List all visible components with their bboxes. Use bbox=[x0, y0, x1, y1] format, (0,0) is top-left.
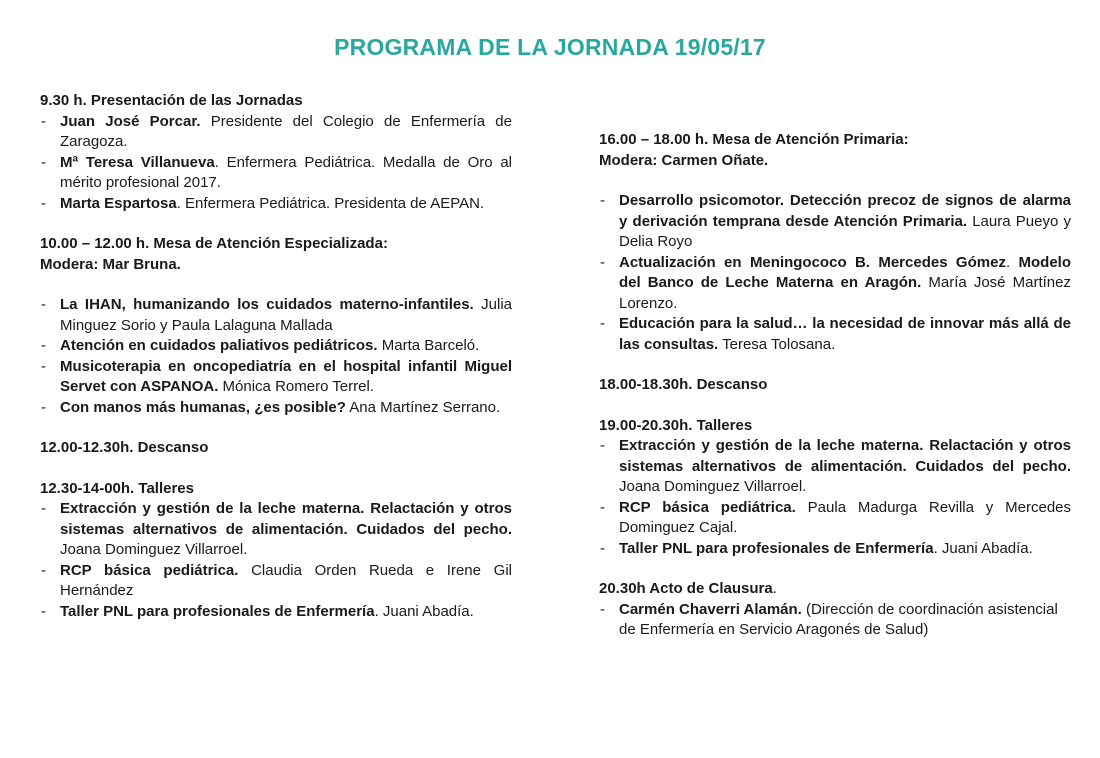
section-primary-care bbox=[599, 130, 1071, 355]
speaker-list bbox=[40, 112, 512, 215]
item-bold-2: Modelo del Banco de Leche Materna en Aragón. bbox=[619, 253, 1071, 291]
section-heading: 10.00 – 12.00 h. Mesa de Atención Especializada: bbox=[40, 235, 388, 252]
section-heading: 16.00 – 18.00 h. Mesa de Atención Primaria: bbox=[599, 131, 909, 148]
list-item bbox=[599, 253, 1071, 315]
item-text: . bbox=[1005, 253, 1019, 271]
item-bold: Desarrollo psicomotor. Detección precoz de signos de alarma y derivación temprana desde Atención Primaria. bbox=[619, 192, 1071, 230]
heading-suffix: . bbox=[772, 580, 777, 597]
list-item bbox=[599, 436, 1071, 498]
item-bold: Carmén Chaverri Alamán. bbox=[619, 600, 802, 618]
list-item bbox=[599, 498, 1071, 539]
left-column bbox=[40, 91, 512, 622]
item-text: Laura Pueyo y Delia Royo bbox=[619, 212, 1071, 250]
section-break bbox=[40, 438, 512, 459]
list-item bbox=[599, 191, 1071, 253]
list-item bbox=[40, 295, 512, 336]
item-text: Ana Martínez Serrano. bbox=[345, 398, 501, 416]
section-heading-line bbox=[599, 579, 1071, 600]
section-heading: 19.00-20.30h. Talleres bbox=[599, 416, 753, 434]
section-workshops bbox=[599, 416, 1071, 560]
list-item bbox=[40, 153, 512, 194]
list-item bbox=[40, 194, 512, 215]
item-bold: Extracción y gestión de la leche materna. Relactación y otros sistemas alternativos de alimentación. Cuidados del pecho. bbox=[60, 500, 512, 538]
item-text: Teresa Tolosana. bbox=[718, 335, 836, 353]
workshop-list bbox=[40, 499, 512, 622]
workshop-list bbox=[599, 436, 1071, 559]
item-text: . Juani Abadía. bbox=[374, 602, 474, 620]
list-item bbox=[40, 336, 512, 357]
talk-list bbox=[599, 191, 1071, 355]
section-heading: 20.30h Acto de Clausura bbox=[599, 580, 773, 597]
item-bold: RCP básica pediátrica. bbox=[60, 561, 239, 579]
right-column bbox=[599, 130, 1071, 641]
item-bold: Musicoterapia en oncopediatría en el hospital infantil Miguel Servet con ASPANOA. bbox=[60, 357, 512, 395]
section-heading: 12.30-14-00h. Talleres bbox=[40, 479, 194, 497]
item-bold: Atención en cuidados paliativos pediátricos. bbox=[60, 337, 378, 354]
list-item bbox=[40, 398, 512, 419]
list-item bbox=[40, 112, 512, 153]
list-item bbox=[40, 561, 512, 602]
item-bold: Educación para la salud… la necesidad de innovar más allá de las consultas. bbox=[619, 315, 1071, 353]
item-text: . Enfermera Pediátrica. Presidenta de AEPAN. bbox=[176, 194, 485, 212]
section-heading: 9.30 h. Presentación de las Jornadas bbox=[40, 92, 303, 109]
item-text: Presidente del Colegio de Enfermería de Zaragoza. bbox=[60, 112, 512, 150]
item-bold: Mª Teresa Villanueva bbox=[60, 153, 215, 171]
section-heading: 18.00-18.30h. Descanso bbox=[599, 376, 768, 393]
closing-list bbox=[599, 600, 1071, 641]
section-presentation bbox=[40, 91, 512, 214]
item-text-2: María José Martínez Lorenzo. bbox=[619, 274, 1071, 312]
item-text: Paula Madurga Revilla y Mercedes Dominguez Cajal. bbox=[619, 498, 1071, 536]
page-title: PROGRAMA DE LA JORNADA 19/05/17 bbox=[334, 34, 766, 60]
list-item bbox=[599, 600, 1071, 641]
section-break bbox=[599, 375, 1071, 396]
item-bold: RCP básica pediátrica. bbox=[619, 498, 796, 516]
list-item bbox=[40, 499, 512, 561]
item-text: Claudia Orden Rueda e Irene Gil Hernández bbox=[60, 561, 512, 599]
item-text: . Juani Abadía. bbox=[933, 539, 1033, 557]
section-workshops bbox=[40, 479, 512, 623]
item-bold: Con manos más humanas, ¿es posible? bbox=[60, 398, 346, 416]
item-bold: Taller PNL para profesionales de Enfermería bbox=[619, 539, 934, 557]
item-text: Mónica Romero Terrel. bbox=[218, 378, 374, 395]
item-text: Marta Barceló. bbox=[377, 337, 480, 354]
item-text: (Dirección de coordinación asistencial de Enfermería en Servicio Aragonés de Salud) bbox=[619, 600, 1058, 638]
item-text: . Enfermera Pediátrica. Medalla de Oro al mérito profesional 2017. bbox=[60, 153, 512, 191]
item-text: Joana Dominguez Villarroel. bbox=[619, 478, 807, 495]
item-bold: Juan José Porcar. bbox=[60, 112, 201, 130]
section-heading: 12.00-12.30h. Descanso bbox=[40, 439, 209, 456]
item-bold: Extracción y gestión de la leche materna. Relactación y otros sistemas alternativos de alimentación. Cuidados del pecho. bbox=[619, 437, 1071, 475]
list-item bbox=[40, 357, 512, 398]
item-text: Julia Minguez Sorio y Paula Lalaguna Mallada bbox=[60, 296, 512, 334]
moderator: Modera: Carmen Oñate. bbox=[599, 151, 769, 169]
item-text: Joana Dominguez Villarroel. bbox=[60, 541, 248, 558]
item-bold: La IHAN, humanizando los cuidados materno-infantiles. bbox=[60, 296, 474, 313]
section-specialized-care bbox=[40, 234, 512, 418]
item-bold: Actualización en Meningococo B. Mercedes Gómez bbox=[619, 253, 1006, 271]
talk-list bbox=[40, 295, 512, 418]
item-bold: Marta Espartosa bbox=[60, 194, 177, 212]
section-closing bbox=[599, 579, 1071, 641]
list-item bbox=[40, 602, 512, 623]
list-item bbox=[599, 539, 1071, 560]
moderator: Modera: Mar Bruna. bbox=[40, 255, 181, 273]
list-item bbox=[599, 314, 1071, 355]
item-bold: Taller PNL para profesionales de Enfermería bbox=[60, 602, 375, 620]
